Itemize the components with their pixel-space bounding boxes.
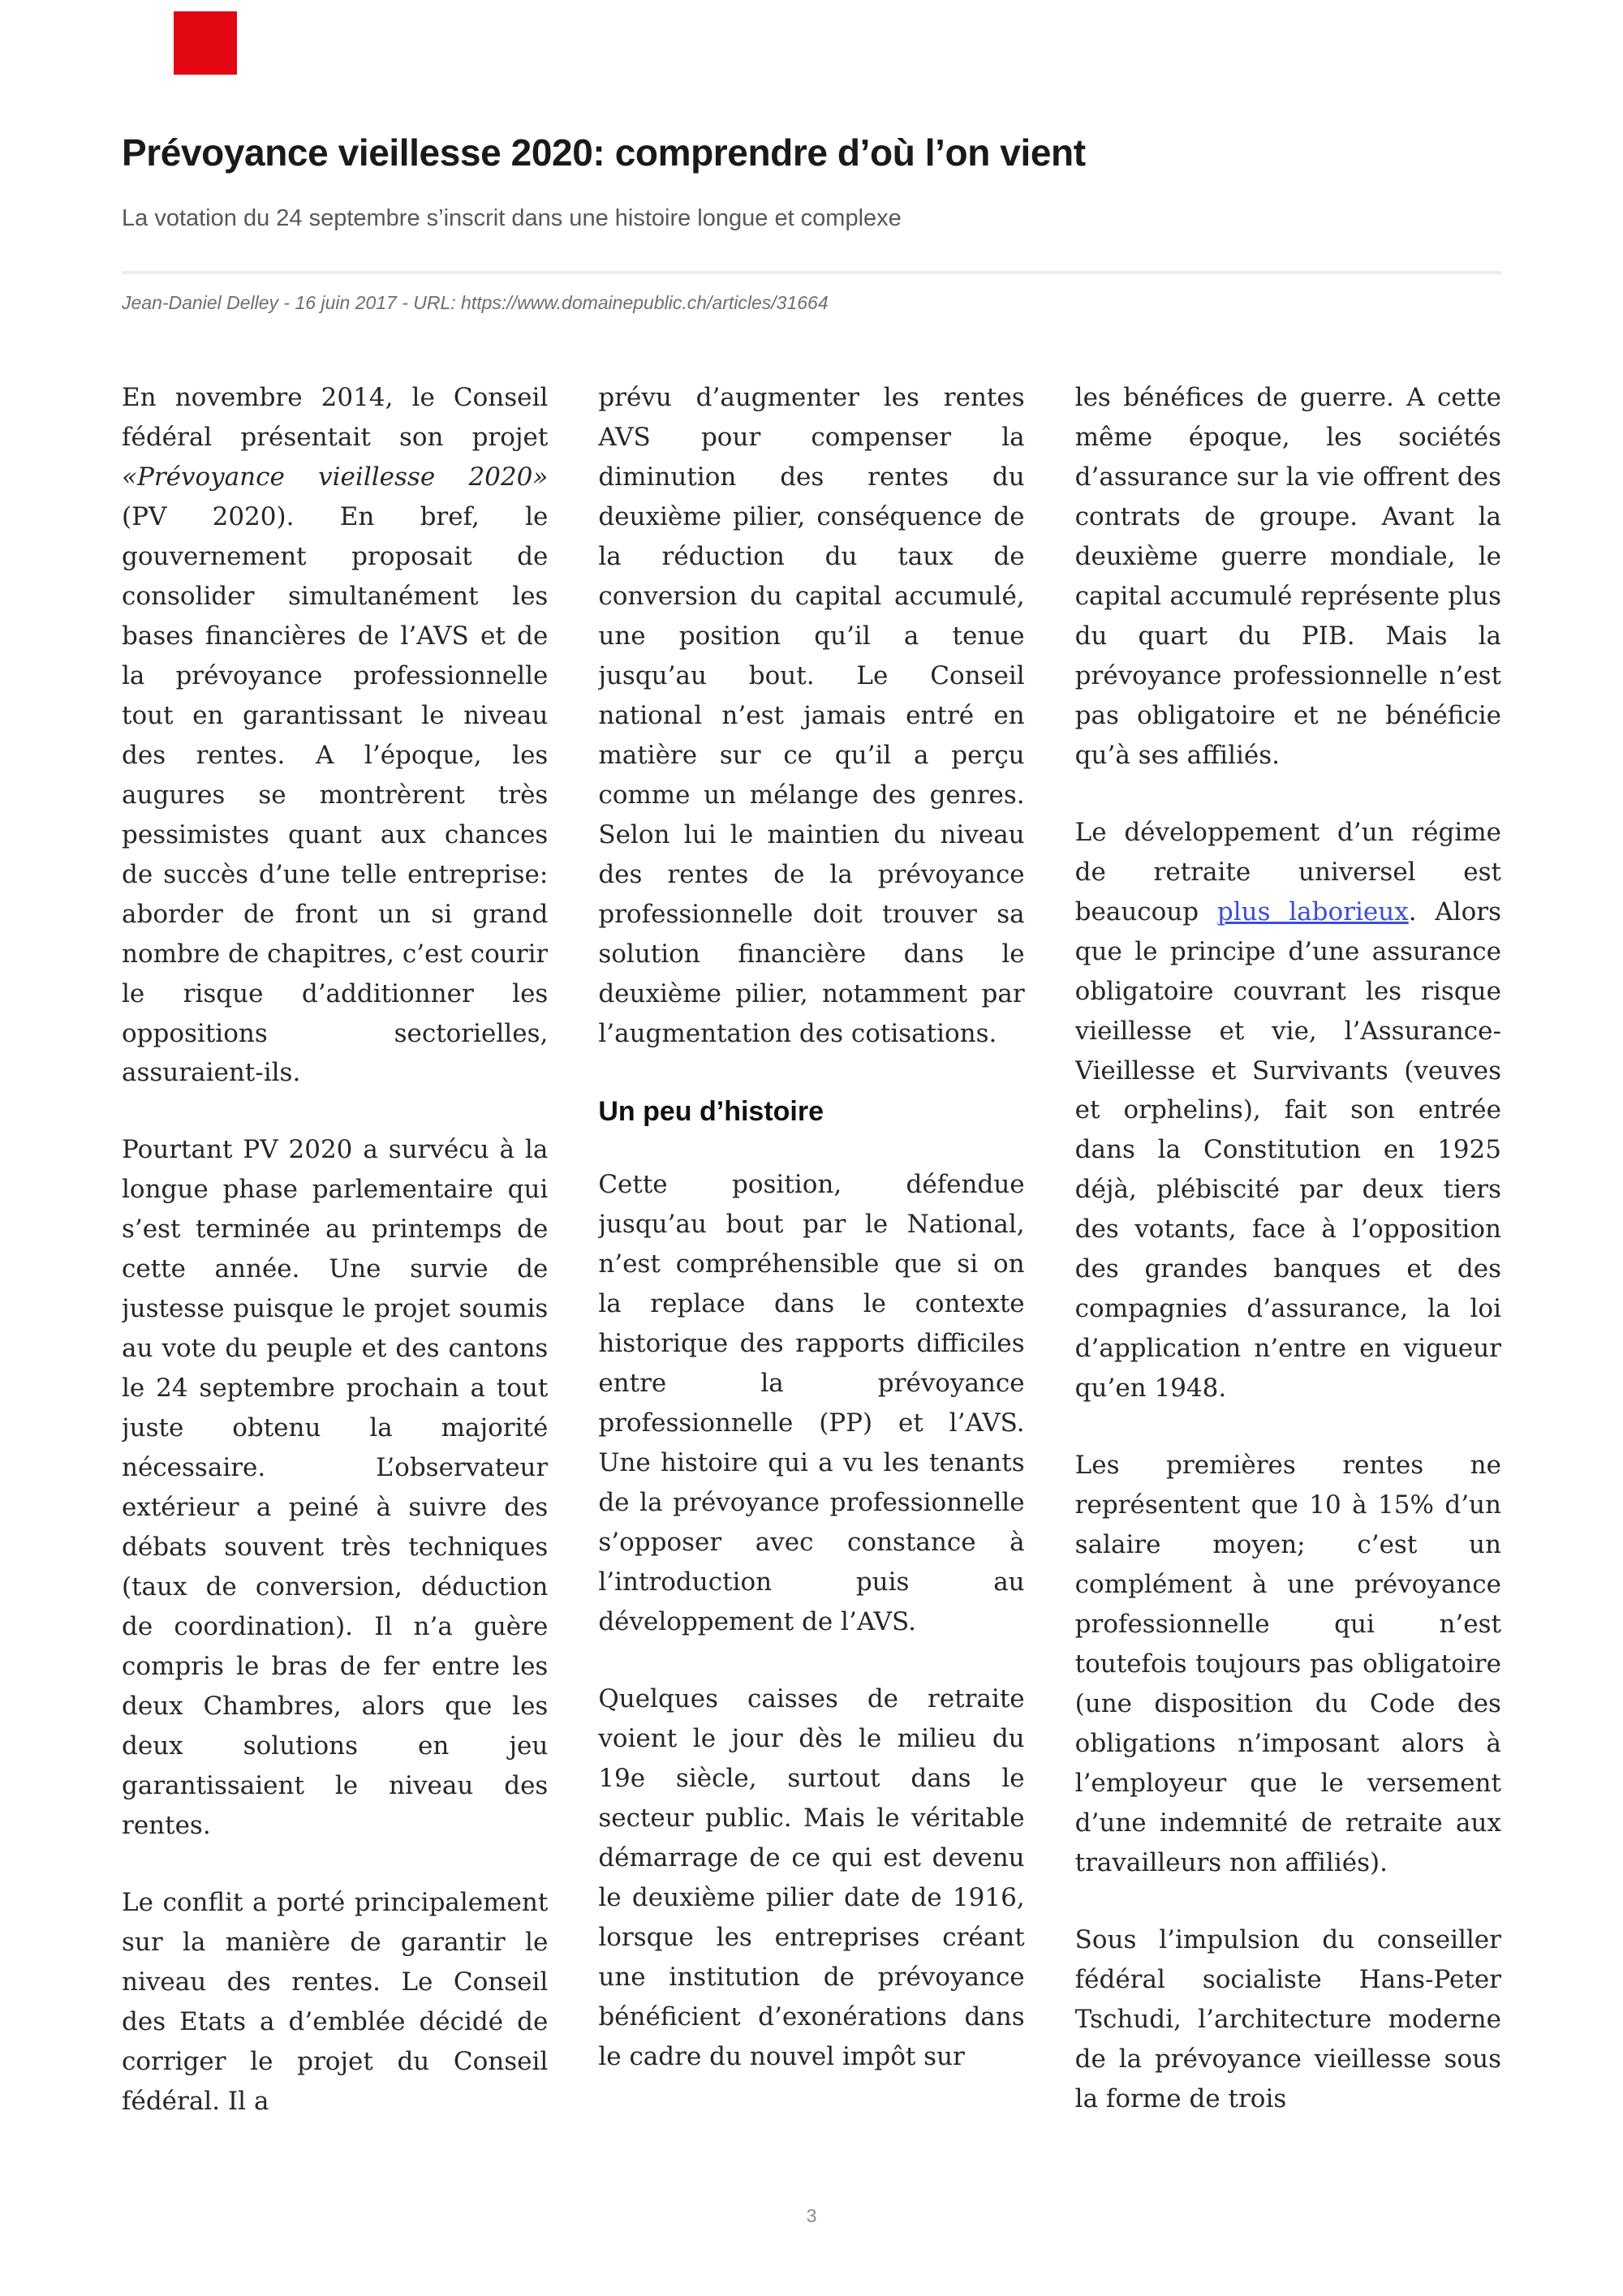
text-segment: les bénéfices de guerre. A cette même époque, les sociétés d’assurance sur la vie offrent des contrats de groupe. Avant la deuxième guerre mondiale, le capital accumulé représente plus du quart du PIB. Mais la prévoyance professionnelle n’est pas obligatoire et ne bénéficie qu’à ses affiliés.	[1074, 383, 1501, 770]
section-heading: Un peu d’histoire	[598, 1096, 824, 1128]
text-segment: Cette position, défendue jusqu’au bout par le National, n’est compréhensible que si on la replace dans le contexte historique des rapports difficiles entre la prévoyance professionnelle (PP) et l’AVS. Une histoire qui a vu les tenants de la prévoyance professionnelle s’opposer avec constance à l’introduction puis au développement de l’AVS.	[598, 1170, 1025, 1636]
paragraph	[1075, 1920, 1501, 2119]
paragraph	[598, 378, 1024, 1053]
text-column-2	[598, 378, 1024, 2171]
text-segment: Pourtant PV 2020 a survécu à la longue phase parlementaire qui s’est terminée au printemps de cette année. Une survie de justesse puisque le projet soumis au vote du peuple et des cantons le 24 septembre prochain a tout juste obtenu la majorité nécessaire. L’observateur extérieur a peiné à suivre des débats souvent très techniques (taux de conversion, déduction de coordination). Il n’a guère compris le bras de fer entre les deux Chambres, alors que les deux solutions en jeu garantissaient le niveau des rentes.	[122, 1135, 549, 1840]
article-subtitle: La votation du 24 septembre s’inscrit dans une histoire longue et complexe	[122, 205, 902, 231]
paragraph	[598, 1165, 1024, 1642]
publisher-logo	[174, 11, 237, 75]
paragraph	[122, 1130, 548, 1845]
divider	[122, 271, 1501, 274]
text-segment: . Alors que le principe d’une assurance obligatoire couvrant les risque vieillesse et vie, l’Assurance-Vieillesse et Survivants (veuves et orphelins), fait son entrée dans la Constitution en 1925 déjà, plébiscité par deux tiers des votants, face à l’opposition des grandes banques et des compagnies d’assurance, la loi d’application n’entre en vigueur qu’en 1948.	[1074, 896, 1501, 1404]
text-segment: Le conflit a porté principalement sur la manière de garantir le niveau des rentes. Le Conseil des Etats a d’emblée décidé de corriger le projet du Conseil fédéral. Il a	[122, 1887, 549, 2116]
paragraph	[1075, 1446, 1501, 1883]
text-column-3	[1075, 378, 1501, 2171]
text-segment: Les premières rentes ne représentent que 10 à 15% d’un salaire moyen; c’est un complément à une prévoyance professionnelle qui n’est toutefois toujours pas obligatoire (une disposition du Code des obligations n’imposant alors à l’employeur que le versement d’une indemnité de retraite aux travailleurs non affiliés).	[1074, 1451, 1501, 1877]
paragraph	[122, 378, 548, 1093]
paragraph	[1075, 378, 1501, 776]
inline-link[interactable]: plus laborieux	[1216, 896, 1409, 927]
paragraph	[598, 1679, 1024, 2077]
text-segment: prévu d’augmenter les rentes AVS pour compenser la diminution des rentes du deuxième pilier, conséquence de la réduction du taux de conversion du capital accumulé, une position qu’il a tenue jusqu’au bout. Le Conseil national n’est jamais entré en matière sur ce qu’il a perçu comme un mélange des genres. Selon lui le maintien du niveau des rentes de la prévoyance professionnelle doit trouver sa solution financière dans le deuxième pilier, notamment par l’augmentation des cotisations.	[598, 383, 1025, 1048]
text-segment: «Prévoyance vieillesse 2020»	[122, 462, 549, 492]
text-segment: (PV 2020). En bref, le gouvernement proposait de consolider simultanément les bases financières de l’AVS et de la prévoyance professionnelle tout en garantissant le niveau des rentes. A l’époque, les augures se montrèrent très pessimistes quant aux chances de succès d’une telle entreprise: aborder de front un si grand nombre de chapitres, c’est courir le risque d’additionner les oppositions sectorielles, assuraient-ils.	[122, 501, 549, 1088]
paragraph	[1075, 813, 1501, 1409]
paragraph	[122, 1883, 548, 2122]
article-body	[122, 378, 1501, 2171]
page-title: Prévoyance vieillesse 2020: comprendre d’où l’on vient	[122, 131, 1086, 174]
text-segment: Le développement d’un régime de retraite universel est beaucoup	[1074, 817, 1501, 927]
text-segment: Quelques caisses de retraite voient le jour dès le milieu du 19e siècle, surtout dans le secteur public. Mais le véritable démarrage de ce qui est devenu le deuxième pilier date de 1916, lorsque les entreprises créant une institution de prévoyance bénéficient d’exonérations dans le cadre du nouvel impôt sur	[598, 1683, 1025, 2071]
page-number: 3	[806, 2205, 817, 2226]
text-segment: Sous l’impulsion du conseiller fédéral socialiste Hans-Peter Tschudi, l’architecture moderne de la prévoyance vieillesse sous la forme de trois	[1074, 1924, 1501, 2113]
text-column-1	[122, 378, 548, 2171]
byline: Jean-Daniel Delley - 16 juin 2017 - URL: https://www.domainepublic.ch/articles/31664	[122, 292, 829, 313]
text-segment: En novembre 2014, le Conseil fédéral présentait son projet	[122, 383, 549, 452]
